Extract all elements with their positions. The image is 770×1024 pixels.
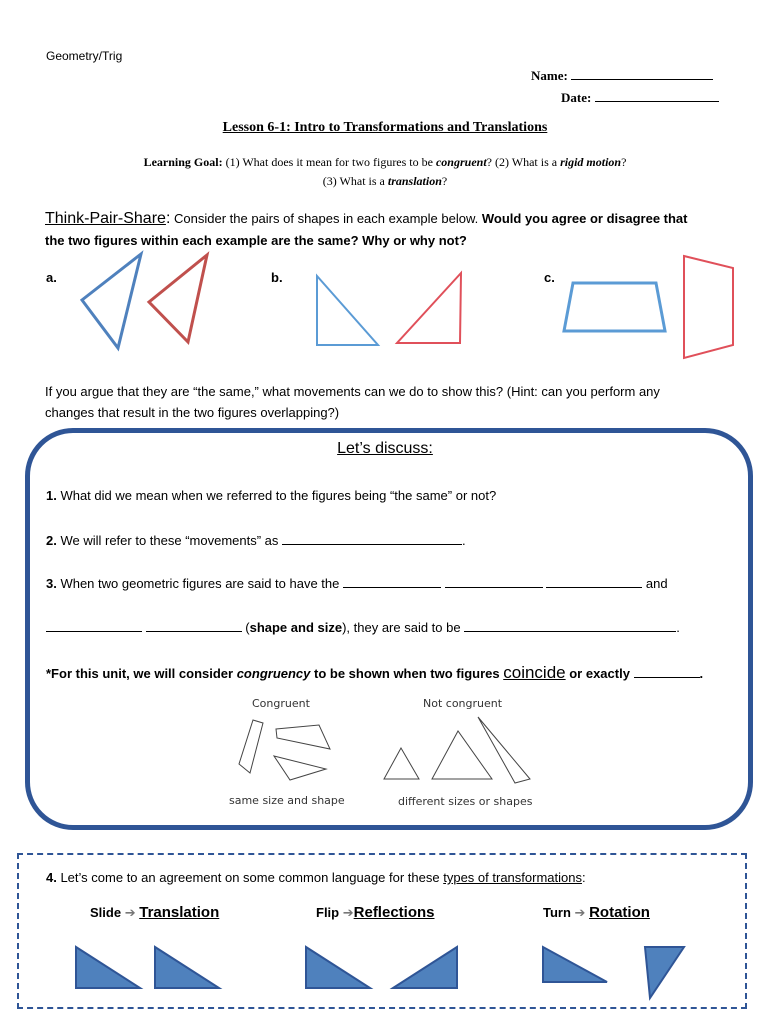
flip-label: Flip (316, 905, 340, 920)
learning-goal-text-2: ? (2) What is a (486, 155, 558, 169)
reflection-triangle-1 (306, 947, 370, 988)
example-a-label: a. (46, 270, 57, 285)
rotation-name: Rotation (589, 904, 650, 921)
translation-name: Translation (139, 904, 220, 921)
rigid-motion-term: rigid motion (560, 155, 622, 169)
tps-question-1: Would you agree or disagree that (481, 211, 688, 226)
reflections-name: Reflections (353, 904, 435, 921)
tps-question-2: the two figures within each example are the same? Why or why not? (45, 233, 467, 248)
turn-arrow-icon: ➔ (574, 905, 586, 920)
example-c-label: c. (544, 270, 555, 285)
q2-number: 2. (46, 533, 57, 548)
slide-arrow-icon: ➔ (124, 905, 136, 920)
rotation-triangle-2 (645, 947, 684, 998)
tps-text: Consider the pairs of shapes in each example below. (170, 211, 482, 226)
rotation-triangle-1 (543, 947, 607, 982)
note-end: or exactly (565, 666, 634, 681)
translation-term: translation (387, 174, 442, 188)
tps-heading: Think-Pair-Share (45, 210, 166, 227)
congruent-label: Congruent (252, 697, 310, 710)
q4-text: Let’s come to an agreement on some common language for these (56, 870, 444, 885)
example-b-label: b. (271, 270, 283, 285)
tps-colon: : (165, 210, 171, 227)
coincide-term: coincide (503, 663, 566, 682)
name-label: Name: (531, 68, 568, 83)
learning-goal-text-1: (1) What does it mean for two figures to be (225, 155, 433, 169)
note-start: *For this unit, we will consider (46, 666, 237, 681)
congruency-term: congruency (236, 666, 311, 681)
discuss-heading: Let’s discuss: (337, 440, 433, 457)
learning-goal-label: Learning Goal: (143, 155, 223, 169)
shape-and-size: shape and size (249, 620, 343, 635)
argue-line-1: If you argue that they are “the same,” what movements can we do to show this? (Hint: can you perform any (45, 384, 660, 399)
turn-label: Turn (543, 905, 571, 920)
translation-triangle-1 (76, 947, 140, 988)
q3-number: 3. (46, 576, 57, 591)
slide-label: Slide (90, 905, 122, 920)
learning-goal-text-3: ? (621, 155, 627, 169)
page-title: Lesson 6-1: Intro to Transformations and Translations (222, 120, 548, 135)
q1-number: 1. (46, 488, 57, 503)
q3b-end: . (676, 620, 680, 635)
q1-text: What did we mean when we referred to the figures being “the same” or not? (56, 488, 497, 503)
learning-goal-text-4: (3) What is a (322, 174, 385, 188)
congruent-term: congruent (435, 155, 487, 169)
reflection-triangle-2 (393, 947, 457, 988)
learning-goal-text-5: ? (441, 174, 448, 188)
q4-end: : (581, 870, 586, 885)
argue-line-2: changes that result in the two figures overlapping?) (45, 405, 340, 420)
not-congruent-label: Not congruent (423, 697, 503, 710)
course-label: Geometry/Trig (46, 49, 123, 63)
note-mid: to be shown when two figures (310, 666, 504, 681)
q3-text: When two geometric figures are said to have the (56, 576, 343, 591)
q3b-text: ), they are said to be (342, 620, 465, 635)
q3-and: and (645, 576, 668, 591)
q4-number: 4. (46, 870, 57, 885)
date-label: Date: (561, 90, 592, 105)
note-period: . (699, 666, 704, 681)
q2-text: We will refer to these “movements” as (56, 533, 283, 548)
same-size-label: same size and shape (229, 794, 345, 807)
different-label: different sizes or shapes (398, 795, 533, 808)
flip-arrow-icon: ➔ (342, 905, 354, 920)
types-of-transformations: types of transformations (443, 870, 582, 885)
translation-triangle-2 (155, 947, 219, 988)
q2-end: . (462, 533, 466, 548)
q3b-open-paren: ( (245, 620, 250, 635)
